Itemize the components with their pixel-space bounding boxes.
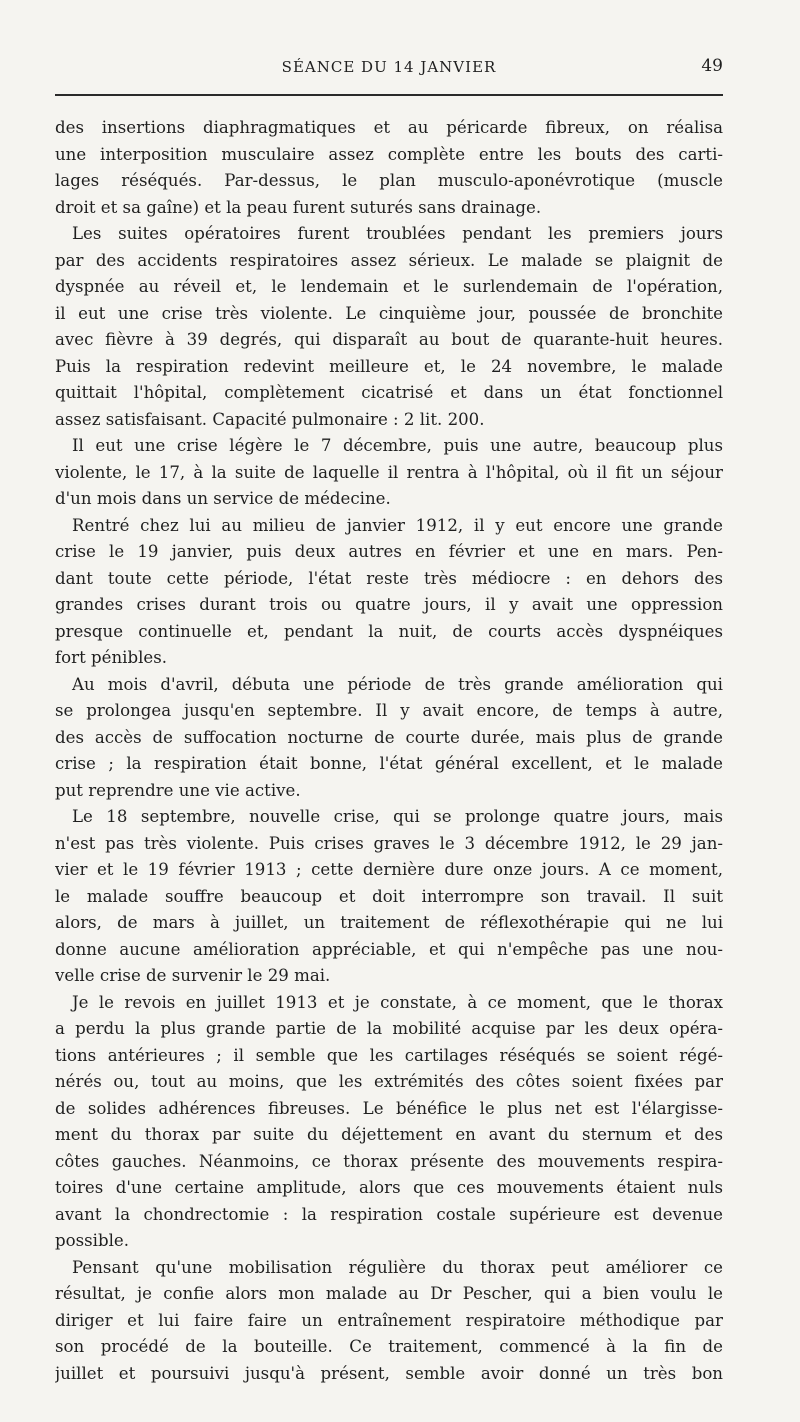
text-line: avec fièvre à 39 degrés, qui disparaît au bout de quarante-huit heures. bbox=[55, 330, 723, 349]
text-line: résultat, je confie alors mon malade au Dr Pescher, qui a bien voulu le bbox=[55, 1284, 723, 1303]
text-line: crise ; la respiration était bonne, l'état général excellent, et le malade bbox=[55, 754, 723, 773]
page-number: 49 bbox=[701, 56, 723, 76]
text-line: assez satisfaisant. Capacité pulmonaire : 2 lit. 200. bbox=[55, 409, 485, 429]
running-header bbox=[55, 56, 723, 80]
text-line: ment du thorax par suite du déjettement en avant du sternum et des bbox=[55, 1125, 723, 1144]
text-line: une interposition musculaire assez complète entre les bouts des carti- bbox=[55, 144, 723, 164]
text-line: d'un mois dans un service de médecine. bbox=[55, 489, 391, 508]
text-line: n'est pas très violente. Puis crises graves le 3 décembre 1912, le 29 jan- bbox=[55, 833, 723, 853]
text-line: donne aucune amélioration appréciable, et qui n'empêche pas une nou- bbox=[55, 939, 723, 959]
body-text bbox=[55, 115, 723, 1387]
text-line: son procédé de la bouteille. Ce traitement, commencé à la fin de bbox=[55, 1337, 723, 1356]
text-line: velle crise de survenir le 29 mai. bbox=[55, 966, 331, 985]
text-line: a perdu la plus grande partie de la mobilité acquise par les deux opéra- bbox=[55, 1019, 723, 1038]
text-line: il eut une crise très violente. Le cinquième jour, poussée de bronchite bbox=[55, 303, 723, 323]
text-line: crise le 19 janvier, puis deux autres en février et une en mars. Pen- bbox=[55, 542, 723, 561]
text-line: Il eut une crise légère le 7 décembre, puis une autre, beaucoup plus bbox=[72, 436, 723, 455]
text-line: Puis la respiration redevint meilleure et, le 24 novembre, le malade bbox=[55, 356, 723, 376]
running-title: SÉANCE DU 14 JANVIER bbox=[281, 58, 497, 76]
text-line: nérés ou, tout au moins, que les extrémités des côtes soient fixées par bbox=[55, 1072, 723, 1091]
text-line: presque continuelle et, pendant la nuit, de courts accès dyspnéiques bbox=[55, 621, 723, 641]
text-line: des accès de suffocation nocturne de courte durée, mais plus de grande bbox=[55, 727, 723, 747]
text-line: droit et sa gaîne) et la peau furent suturés sans drainage. bbox=[55, 197, 542, 217]
text-line: Les suites opératoires furent troublées pendant les premiers jours bbox=[72, 224, 723, 243]
text-line: vier et le 19 février 1913 ; cette dernière dure onze jours. A ce moment, bbox=[55, 860, 723, 879]
text-line: des insertions diaphragmatiques et au péricarde fibreux, on réalisa bbox=[55, 118, 723, 137]
text-line: alors, de mars à juillet, un traitement de réflexothérapie qui ne lui bbox=[55, 913, 723, 932]
text-line: le malade souffre beaucoup et doit interrompre son travail. Il suit bbox=[55, 886, 723, 906]
text-line: fort pénibles. bbox=[55, 648, 167, 667]
text-line: Le 18 septembre, nouvelle crise, qui se prolonge quatre jours, mais bbox=[72, 807, 723, 826]
text-line: de solides adhérences fibreuses. Le bénéfice le plus net est l'élargisse- bbox=[55, 1098, 723, 1118]
text-line: lages réséqués. Par-dessus, le plan musculo-aponévrotique (muscle bbox=[55, 171, 723, 190]
text-line: dyspnée au réveil et, le lendemain et le surlendemain de l'opération, bbox=[55, 277, 723, 296]
text-line: juillet et poursuivi jusqu'à présent, semble avoir donné un très bon bbox=[55, 1363, 723, 1383]
text-line: put reprendre une vie active. bbox=[55, 780, 301, 800]
text-line: par des accidents respiratoires assez sérieux. Le malade se plaignit de bbox=[55, 250, 723, 270]
text-line: Au mois d'avril, débuta une période de très grande amélioration qui bbox=[72, 674, 723, 694]
text-line: toires d'une certaine amplitude, alors que ces mouvements étaient nuls bbox=[55, 1178, 723, 1197]
text-line: grandes crises durant trois ou quatre jours, il y avait une oppression bbox=[55, 595, 723, 614]
header-rule bbox=[55, 94, 723, 96]
text-line: Pensant qu'une mobilisation régulière du thorax peut améliorer ce bbox=[72, 1257, 723, 1277]
text-line: dant toute cette période, l'état reste très médiocre : en dehors des bbox=[55, 568, 723, 588]
text-line: possible. bbox=[55, 1231, 129, 1250]
text-line: tions antérieures ; il semble que les cartilages réséqués se soient régé- bbox=[55, 1045, 723, 1065]
text-line: avant la chondrectomie : la respiration costale supérieure est devenue bbox=[55, 1204, 723, 1224]
text-line: côtes gauches. Néanmoins, ce thorax présente des mouvements respira- bbox=[55, 1151, 723, 1171]
text-line: se prolongea jusqu'en septembre. Il y avait encore, de temps à autre, bbox=[55, 701, 723, 720]
text-line: Rentré chez lui au milieu de janvier 1912, il y eut encore une grande bbox=[72, 515, 723, 535]
text-line: Je le revois en juillet 1913 et je constate, à ce moment, que le thorax bbox=[72, 992, 723, 1012]
text-line: violente, le 17, à la suite de laquelle il rentra à l'hôpital, où il fit un séjour bbox=[55, 462, 723, 482]
text-line: diriger et lui faire faire un entraînement respiratoire méthodique par bbox=[55, 1310, 723, 1330]
text-line: quittait l'hôpital, complètement cicatrisé et dans un état fonctionnel bbox=[55, 383, 723, 402]
